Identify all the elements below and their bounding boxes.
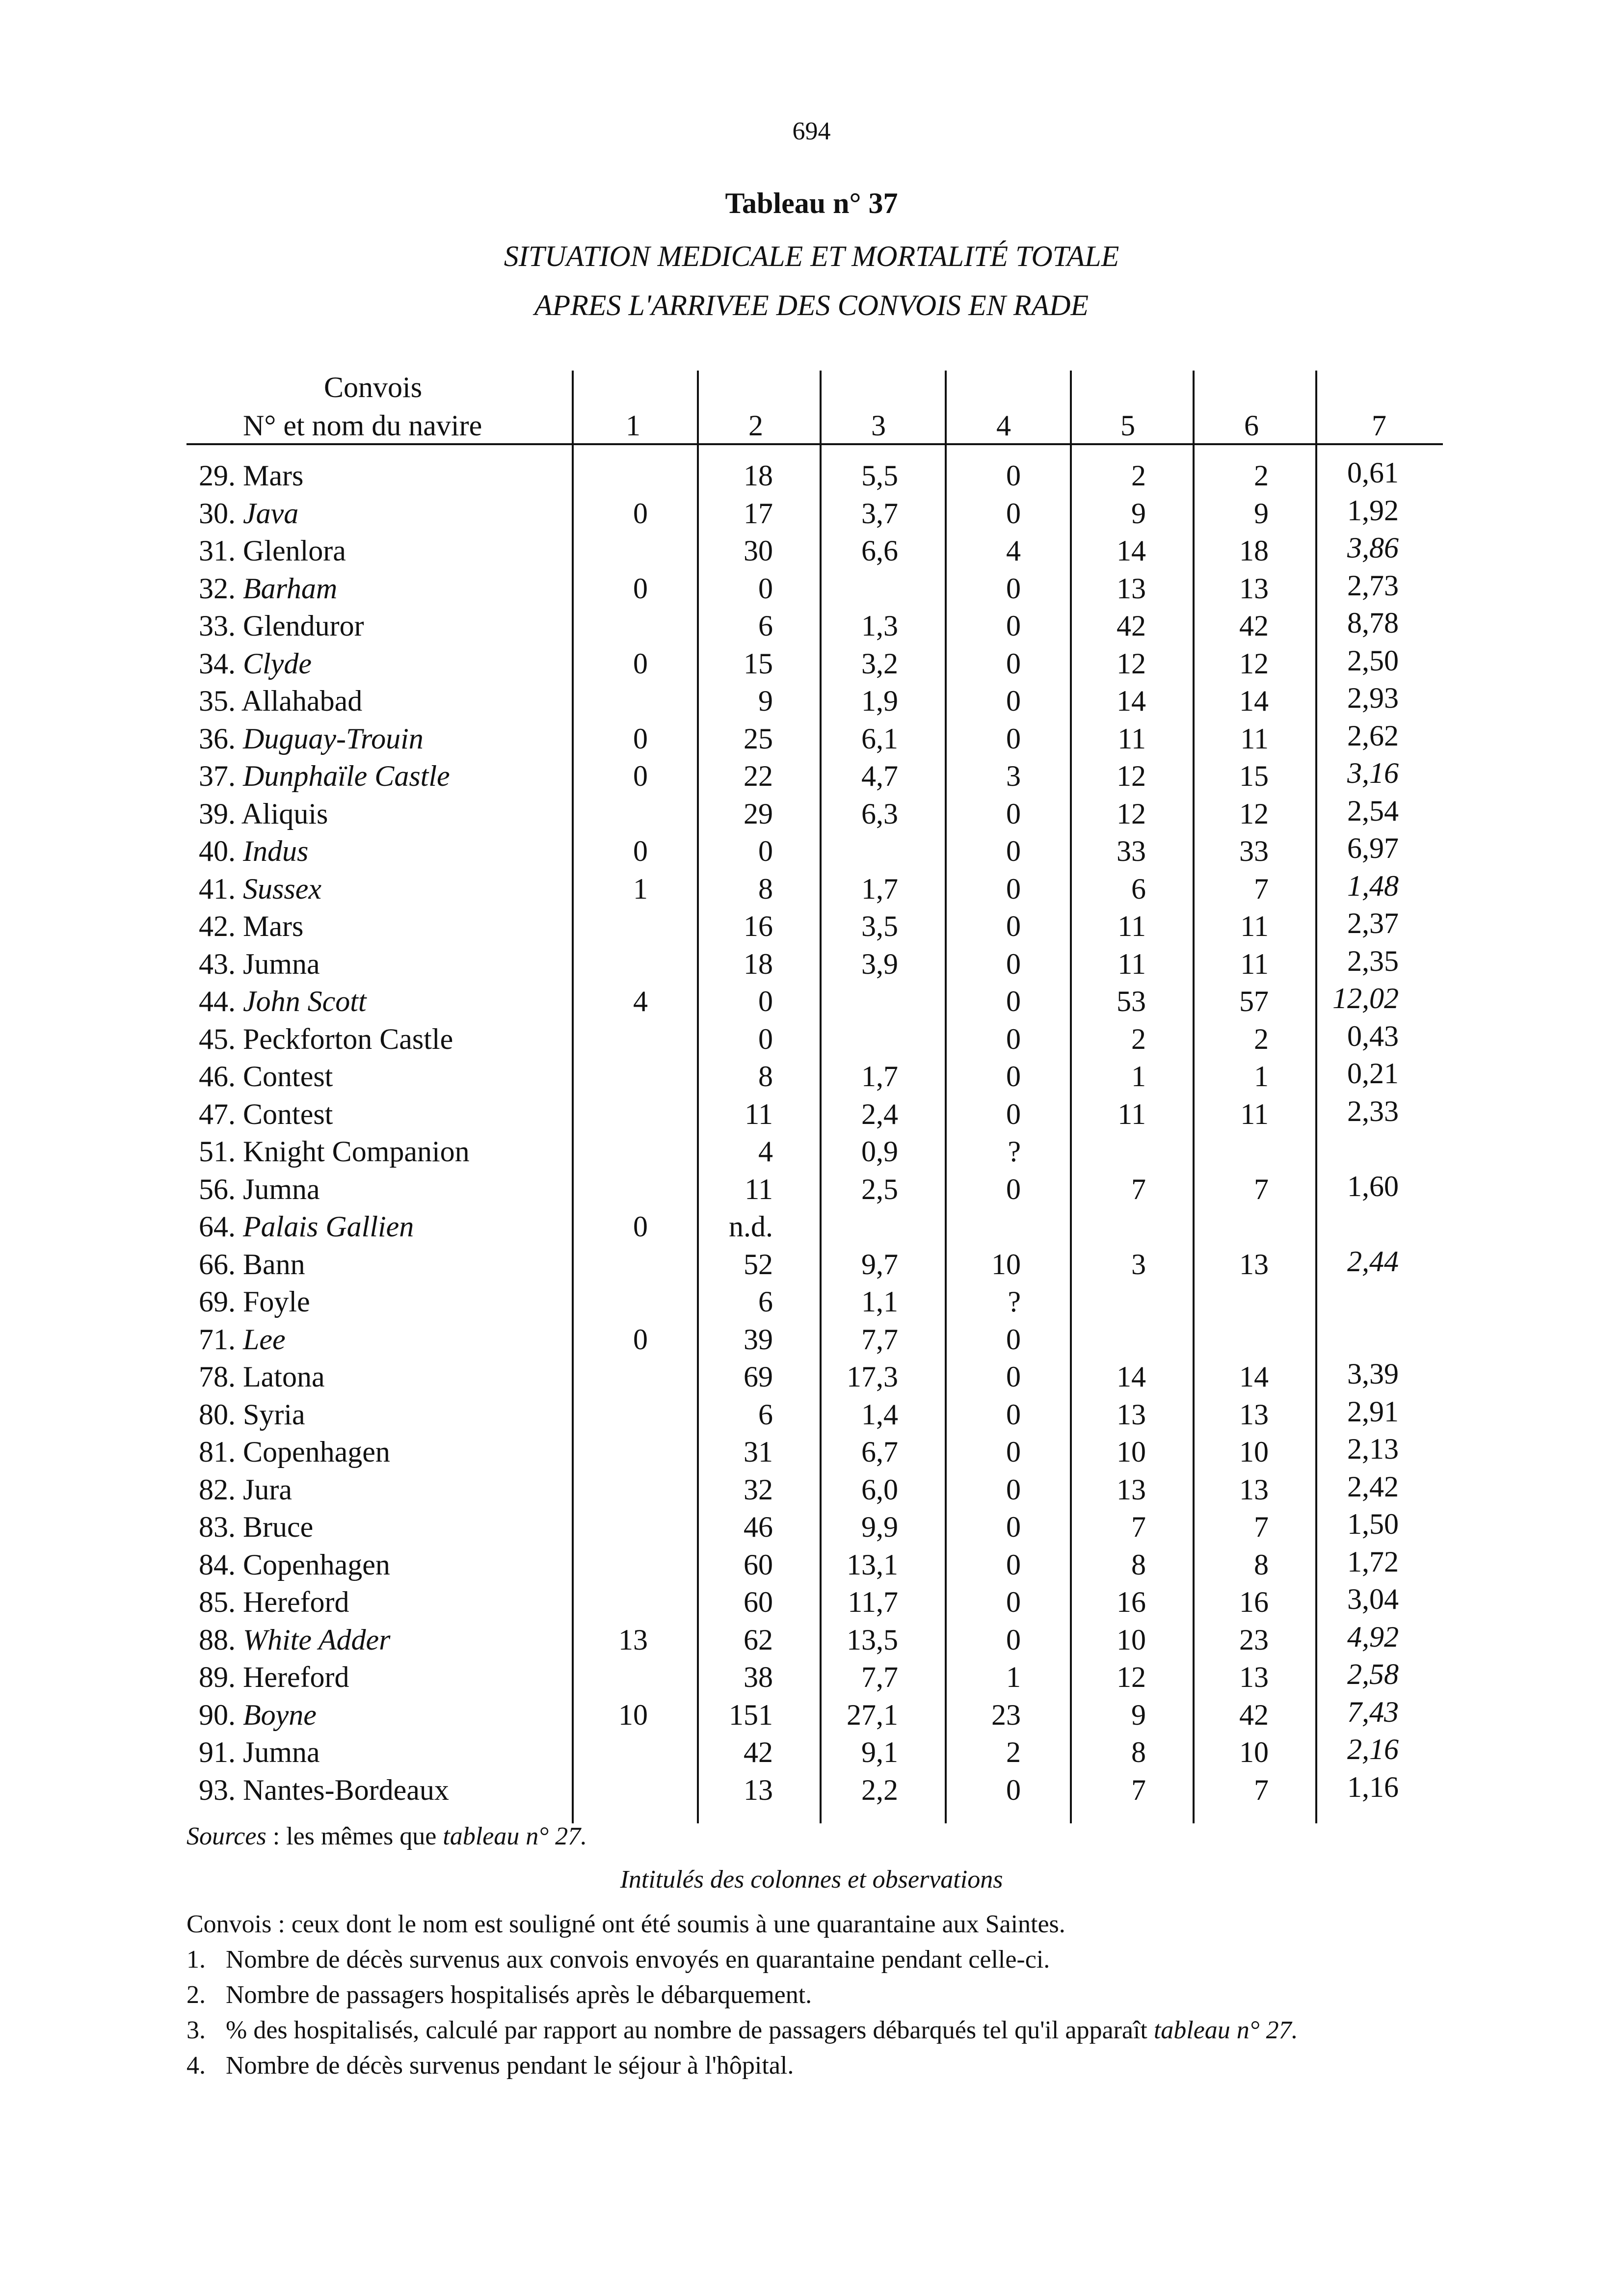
ship-name: 80. Syria <box>199 1398 305 1431</box>
table-cell-col-5: 11 <box>1117 910 1146 942</box>
table-cell-col-5: 11 <box>1117 947 1146 980</box>
table-cell-col-6: 7 <box>1254 1511 1269 1543</box>
table-title: Tableau n° 37 <box>725 187 898 219</box>
table-cell-col-7: 3,39 <box>1347 1358 1399 1390</box>
table-cell-col-2: 0 <box>758 835 773 867</box>
table-cell-col-6: 16 <box>1239 1586 1269 1618</box>
table-cell-col-7: 2,44 <box>1347 1245 1399 1278</box>
ship-name: 81. Copenhagen <box>199 1436 390 1468</box>
ship-name: 44. John Scott <box>199 985 367 1017</box>
note-number: 2. <box>186 1981 206 2009</box>
table-cell-col-1: 0 <box>633 1210 648 1243</box>
column-header-4: 4 <box>996 409 1011 442</box>
ship-name: 33. Glenduror <box>199 610 364 642</box>
table-cell-col-4: 0 <box>1006 797 1021 830</box>
table-cell-col-7: 2,50 <box>1347 644 1399 677</box>
table-cell-col-3: 6,0 <box>861 1473 898 1506</box>
table-cell-col-6: 12 <box>1239 647 1269 680</box>
ship-name: 46. Contest <box>199 1060 333 1093</box>
table-cell-col-6: 15 <box>1239 760 1269 792</box>
table-cell-col-7: 2,62 <box>1347 719 1399 752</box>
table-cell-col-4: 0 <box>1006 1022 1021 1055</box>
table-cell-col-6: 11 <box>1240 722 1269 755</box>
table-cell-col-7: 12,02 <box>1332 982 1399 1015</box>
table-cell-col-3: 11,7 <box>848 1586 898 1618</box>
table-cell-col-3: 7,7 <box>861 1661 898 1693</box>
table-cell-col-2: 32 <box>744 1473 773 1506</box>
table-cell-col-3: 7,7 <box>861 1323 898 1356</box>
notes-heading: Intitulés des colonnes et observations <box>620 1866 1003 1894</box>
table-cell-col-6: 13 <box>1239 1473 1269 1506</box>
table-cell-col-4: 1 <box>1006 1661 1021 1693</box>
ship-name: 66. Bann <box>199 1248 305 1281</box>
table-cell-col-4: 0 <box>1006 1436 1021 1468</box>
table-cell-col-7: 0,43 <box>1347 1019 1399 1052</box>
ship-name: 71. Lee <box>199 1323 286 1356</box>
ship-name: 39. Aliquis <box>199 797 328 830</box>
table-cell-col-5: 12 <box>1117 647 1146 680</box>
table-cell-col-7: 2,58 <box>1347 1658 1399 1690</box>
table-cell-col-7: 6,97 <box>1347 832 1399 864</box>
ship-name: 85. Hereford <box>199 1586 349 1618</box>
note-body: Nombre de passagers hospitalisés après le débarquement. <box>226 1981 812 2009</box>
ship-name: 51. Knight Companion <box>199 1135 470 1168</box>
table-cell-col-7: 1,16 <box>1347 1770 1399 1803</box>
table-cell-col-3: 27,1 <box>847 1698 898 1731</box>
table-cell-col-6: 7 <box>1254 872 1269 905</box>
table-cell-col-5: 11 <box>1117 722 1146 755</box>
table-cell-col-3: 6,7 <box>861 1436 898 1468</box>
table-cell-col-7: 1,48 <box>1347 869 1399 902</box>
table-cell-col-3: 1,7 <box>861 1060 898 1093</box>
table-cell-col-3: 0,9 <box>861 1135 898 1168</box>
table-cell-col-6: 18 <box>1239 534 1269 567</box>
note-body: % des hospitalisés, calculé par rapport au nombre de passagers débarqués tel qu'il apparaît <box>226 2016 1154 2044</box>
ship-name: 36. Duguay-Trouin <box>199 722 424 755</box>
table-cell-col-5: 2 <box>1131 459 1146 492</box>
table-cell-col-4: 0 <box>1006 1097 1021 1130</box>
table-cell-col-7: 2,13 <box>1347 1433 1399 1465</box>
table-cell-col-6: 8 <box>1254 1548 1269 1581</box>
table-cell-col-5: 1 <box>1131 1060 1146 1093</box>
table-cell-col-4: 0 <box>1006 685 1021 717</box>
table-cell-col-5: 2 <box>1131 1022 1146 1055</box>
table-cell-col-2: 0 <box>758 572 773 605</box>
header-ship-name: N° et nom du navire <box>243 409 482 442</box>
table-cell-col-4: 10 <box>991 1248 1021 1281</box>
data-table <box>186 371 1443 1823</box>
table-cell-col-7: 1,60 <box>1347 1170 1399 1202</box>
note-number: 4. <box>186 2052 206 2080</box>
ship-name: 32. Barham <box>199 572 338 605</box>
column-header-1: 1 <box>626 409 640 442</box>
table-cell-col-1: 0 <box>633 722 648 755</box>
table-cell-col-1: 13 <box>618 1623 648 1656</box>
table-cell-col-6: 2 <box>1254 459 1269 492</box>
table-cell-col-1: 10 <box>618 1698 648 1731</box>
ship-name: 43. Jumna <box>199 947 320 980</box>
table-cell-col-7: 2,91 <box>1347 1395 1399 1428</box>
column-header-5: 5 <box>1120 409 1135 442</box>
table-cell-col-4: 0 <box>1006 1173 1021 1205</box>
table-cell-col-5: 8 <box>1131 1548 1146 1581</box>
table-cell-col-3: 5,5 <box>861 459 898 492</box>
table-cell-col-6: 10 <box>1239 1436 1269 1468</box>
table-cell-col-2: n.d. <box>729 1210 773 1243</box>
ship-name: 34. Clyde <box>199 647 312 680</box>
table-cell-col-7: 2,33 <box>1347 1095 1399 1127</box>
table-cell-col-7: 3,04 <box>1347 1583 1399 1615</box>
table-cell-col-7: 1,92 <box>1347 494 1399 527</box>
table-cell-col-3: 6,1 <box>861 722 898 755</box>
table-cell-col-4: 0 <box>1006 1060 1021 1093</box>
table-cell-col-3: 4,7 <box>861 760 898 792</box>
table-cell-col-2: 69 <box>744 1361 773 1393</box>
table-cell-col-6: 1 <box>1254 1060 1269 1093</box>
table-cell-col-4: 0 <box>1006 835 1021 867</box>
ship-name: 84. Copenhagen <box>199 1548 390 1581</box>
table-cell-col-1: 0 <box>633 647 648 680</box>
note-item <box>186 2013 1443 2048</box>
table-cell-col-7: 4,92 <box>1347 1620 1399 1653</box>
table-cell-col-5: 13 <box>1117 1473 1146 1506</box>
ship-name: 35. Allahabad <box>199 685 363 717</box>
table-cell-col-2: 8 <box>758 1060 773 1093</box>
note-text <box>226 1977 1443 2013</box>
table-cell-col-4: ? <box>1008 1285 1021 1318</box>
table-cell-col-2: 0 <box>758 1022 773 1055</box>
table-cell-col-5: 14 <box>1117 534 1146 567</box>
table-cell-col-7: 2,35 <box>1347 944 1399 977</box>
table-cell-col-6: 11 <box>1240 910 1269 942</box>
table-cell-col-5: 12 <box>1117 1661 1146 1693</box>
table-cell-col-6: 11 <box>1240 947 1269 980</box>
table-cell-col-6: 14 <box>1239 685 1269 717</box>
table-cell-col-5: 11 <box>1117 1097 1146 1130</box>
note-item <box>186 2048 1443 2083</box>
table-cell-col-6: 9 <box>1254 497 1269 530</box>
column-header-2: 2 <box>748 409 763 442</box>
note-body: Nombre de décès survenus pendant le séjour à l'hôpital. <box>226 2052 794 2080</box>
header-convois: Convois <box>324 371 423 403</box>
table-cell-col-2: 11 <box>745 1173 773 1205</box>
table-cell-col-3: 1,1 <box>861 1285 898 1318</box>
ship-name: 45. Peckforton Castle <box>199 1022 453 1055</box>
note-text <box>226 2013 1443 2048</box>
table-cell-col-2: 29 <box>744 797 773 830</box>
subtitle-line-1: SITUATION MEDICALE ET MORTALITÉ TOTALE <box>504 240 1119 272</box>
table-cell-col-3: 1,4 <box>861 1398 898 1431</box>
note-item <box>186 1942 1443 1977</box>
table-cell-col-7: 2,42 <box>1347 1470 1399 1503</box>
note-item <box>186 1977 1443 2013</box>
table-cell-col-3: 6,6 <box>861 534 898 567</box>
table-cell-col-3: 3,9 <box>861 947 898 980</box>
table-cell-col-4: 0 <box>1006 1323 1021 1356</box>
table-cell-col-2: 0 <box>758 985 773 1017</box>
table-cell-col-2: 30 <box>744 534 773 567</box>
ship-name: 89. Hereford <box>199 1661 349 1693</box>
table-cell-col-2: 9 <box>758 685 773 717</box>
table-cell-col-2: 31 <box>744 1436 773 1468</box>
table-cell-col-4: 0 <box>1006 1548 1021 1581</box>
note-number: 3. <box>186 2016 206 2044</box>
ship-name: 41. Sussex <box>199 872 321 905</box>
subtitle-line-2: APRES L'ARRIVEE DES CONVOIS EN RADE <box>534 289 1089 321</box>
table-cell-col-4: 0 <box>1006 985 1021 1017</box>
note-text <box>226 2048 1443 2083</box>
table-cell-col-4: 0 <box>1006 1586 1021 1618</box>
table-cell-col-5: 7 <box>1131 1773 1146 1806</box>
table-cell-col-2: 60 <box>744 1586 773 1618</box>
table-cell-col-5: 9 <box>1131 1698 1146 1731</box>
table-cell-col-3: 1,7 <box>861 872 898 905</box>
table-cell-col-5: 3 <box>1131 1248 1146 1281</box>
ship-name: 40. Indus <box>199 835 309 867</box>
table-cell-col-3: 2,2 <box>861 1773 898 1806</box>
table-cell-col-3: 17,3 <box>847 1361 898 1393</box>
ship-name: 88. White Adder <box>199 1623 391 1656</box>
table-cell-col-6: 11 <box>1240 1097 1269 1130</box>
table-cell-col-6: 13 <box>1239 572 1269 605</box>
table-cell-col-3: 3,7 <box>861 497 898 530</box>
ship-name: 42. Mars <box>199 910 304 942</box>
table-cell-col-5: 14 <box>1117 1361 1146 1393</box>
table-cell-col-4: 0 <box>1006 910 1021 942</box>
table-cell-col-3: 6,3 <box>861 797 898 830</box>
table-cell-col-4: 3 <box>1006 760 1021 792</box>
table-cell-col-2: 46 <box>744 1511 773 1543</box>
table-cell-col-4: 2 <box>1006 1736 1021 1768</box>
notes-intro: Convois : ceux dont le nom est souligné ont été soumis à une quarantaine aux Saintes. <box>186 1910 1065 1938</box>
ship-name: 64. Palais Gallien <box>199 1210 414 1243</box>
table-cell-col-1: 0 <box>633 835 648 867</box>
table-cell-col-7: 2,54 <box>1347 794 1399 827</box>
table-cell-col-5: 13 <box>1117 1398 1146 1431</box>
table-cell-col-7: 7,43 <box>1347 1695 1399 1728</box>
table-cell-col-2: 18 <box>744 459 773 492</box>
table-cell-col-3: 13,1 <box>847 1548 898 1581</box>
table-cell-col-2: 18 <box>744 947 773 980</box>
sources-line <box>186 1822 587 1851</box>
table-cell-col-4: 0 <box>1006 1473 1021 1506</box>
table-cell-col-2: 38 <box>744 1661 773 1693</box>
table-cell-col-7: 2,93 <box>1347 682 1399 714</box>
table-cell-col-4: 4 <box>1006 534 1021 567</box>
table-cell-col-1: 0 <box>633 760 648 792</box>
table-cell-col-5: 8 <box>1131 1736 1146 1768</box>
table-cell-col-2: 6 <box>758 1398 773 1431</box>
table-cell-col-6: 57 <box>1239 985 1269 1017</box>
table-cell-col-6: 42 <box>1239 610 1269 642</box>
ship-name: 31. Glenlora <box>199 534 346 567</box>
table-cell-col-3: 13,5 <box>847 1623 898 1656</box>
table-cell-col-4: 0 <box>1006 722 1021 755</box>
note-body: Nombre de décès survenus aux convois envoyés en quarantaine pendant celle-ci. <box>226 1946 1050 1974</box>
table-cell-col-2: 6 <box>758 610 773 642</box>
table-cell-col-6: 13 <box>1239 1398 1269 1431</box>
table-cell-col-6: 7 <box>1254 1773 1269 1806</box>
table-cell-col-7: 1,50 <box>1347 1508 1399 1540</box>
table-cell-col-4: 0 <box>1006 647 1021 680</box>
note-reference: tableau n° 27. <box>1153 2016 1298 2044</box>
table-cell-col-5: 6 <box>1131 872 1146 905</box>
table-cell-col-5: 9 <box>1131 497 1146 530</box>
table-cell-col-3: 2,5 <box>861 1173 898 1205</box>
table-cell-col-4: 0 <box>1006 497 1021 530</box>
table-cell-col-4: 0 <box>1006 1623 1021 1656</box>
table-cell-col-3: 1,9 <box>861 685 898 717</box>
table-cell-col-6: 23 <box>1239 1623 1269 1656</box>
table-cell-col-6: 13 <box>1239 1248 1269 1281</box>
table-cell-col-4: 0 <box>1006 872 1021 905</box>
header-rule <box>186 443 1443 445</box>
ship-name: 47. Contest <box>199 1097 333 1130</box>
table-cell-col-5: 13 <box>1117 572 1146 605</box>
ship-name: 78. Latona <box>199 1361 325 1393</box>
table-cell-col-4: 0 <box>1006 459 1021 492</box>
table-cell-col-7: 0,61 <box>1347 456 1399 489</box>
table-cell-col-2: 25 <box>744 722 773 755</box>
table-cell-col-1: 1 <box>633 872 648 905</box>
table-cell-col-3: 9,9 <box>861 1511 898 1543</box>
table-cell-col-3: 3,2 <box>861 647 898 680</box>
table-cell-col-1: 0 <box>633 497 648 530</box>
table-cell-col-2: 151 <box>729 1698 773 1731</box>
table-cell-col-4: 0 <box>1006 1361 1021 1393</box>
table-cell-col-3: 2,4 <box>861 1097 898 1130</box>
table-cell-col-3: 1,3 <box>861 610 898 642</box>
table-cell-col-2: 4 <box>758 1135 773 1168</box>
table-cell-col-1: 0 <box>633 572 648 605</box>
ship-name: 30. Java <box>199 497 299 530</box>
table-cell-col-5: 14 <box>1117 685 1146 717</box>
table-cell-col-2: 62 <box>744 1623 773 1656</box>
ship-name: 82. Jura <box>199 1473 292 1506</box>
table-cell-col-2: 17 <box>744 497 773 530</box>
ship-name: 37. Dunphaïle Castle <box>199 760 450 792</box>
table-cell-col-6: 7 <box>1254 1173 1269 1205</box>
table-cell-col-2: 16 <box>744 910 773 942</box>
table-cell-col-2: 6 <box>758 1285 773 1318</box>
table-cell-col-4: 0 <box>1006 1511 1021 1543</box>
table-cell-col-5: 53 <box>1117 985 1146 1017</box>
table-cell-col-4: ? <box>1008 1135 1021 1168</box>
table-cell-col-4: 0 <box>1006 947 1021 980</box>
table-cell-col-2: 13 <box>744 1773 773 1806</box>
ship-name: 83. Bruce <box>199 1511 314 1543</box>
table-cell-col-4: 0 <box>1006 572 1021 605</box>
sources-label: Sources <box>186 1822 266 1850</box>
table-cell-col-7: 2,37 <box>1347 907 1399 939</box>
ship-name: 29. Mars <box>199 459 304 492</box>
table-cell-col-6: 12 <box>1239 797 1269 830</box>
table-cell-col-7: 8,78 <box>1347 607 1399 639</box>
table-cell-col-2: 8 <box>758 872 773 905</box>
table-cell-col-5: 10 <box>1117 1436 1146 1468</box>
table-cell-col-4: 23 <box>991 1698 1021 1731</box>
table-cell-col-6: 10 <box>1239 1736 1269 1768</box>
table-cell-col-7: 0,21 <box>1347 1057 1399 1090</box>
notes <box>186 1907 1443 2083</box>
sources-text: : les mêmes que <box>266 1822 443 1850</box>
table-cell-col-3: 9,1 <box>861 1736 898 1768</box>
table-cell-col-5: 7 <box>1131 1511 1146 1543</box>
table-cell-col-7: 3,86 <box>1347 532 1399 564</box>
ship-name: 90. Boyne <box>199 1698 317 1731</box>
table-cell-col-4: 0 <box>1006 1398 1021 1431</box>
column-header-3: 3 <box>871 409 886 442</box>
table-cell-col-4: 0 <box>1006 1773 1021 1806</box>
table-cell-col-7: 2,73 <box>1347 569 1399 602</box>
table-cell-col-5: 7 <box>1131 1173 1146 1205</box>
table-cell-col-6: 42 <box>1239 1698 1269 1731</box>
table-cell-col-5: 16 <box>1117 1586 1146 1618</box>
table-cell-col-6: 13 <box>1239 1661 1269 1693</box>
table-cell-col-2: 15 <box>744 647 773 680</box>
table-cell-col-6: 14 <box>1239 1361 1269 1393</box>
column-header-7: 7 <box>1372 409 1386 442</box>
table-cell-col-5: 12 <box>1117 797 1146 830</box>
table-cell-col-3: 3,5 <box>861 910 898 942</box>
table-cell-col-5: 33 <box>1117 835 1146 867</box>
table-cell-col-6: 2 <box>1254 1022 1269 1055</box>
table-cell-col-5: 10 <box>1117 1623 1146 1656</box>
note-number: 1. <box>186 1946 206 1974</box>
table-cell-col-5: 12 <box>1117 760 1146 792</box>
sources-reference: tableau n° 27. <box>443 1822 587 1850</box>
column-header-6: 6 <box>1244 409 1259 442</box>
table-cell-col-7: 3,16 <box>1347 757 1399 789</box>
table-cell-col-2: 52 <box>744 1248 773 1281</box>
table-cell-col-1: 0 <box>633 1323 648 1356</box>
table-cell-col-2: 11 <box>745 1097 773 1130</box>
table-cell-col-2: 22 <box>744 760 773 792</box>
table-cell-col-1: 4 <box>633 985 648 1017</box>
ship-name: 56. Jumna <box>199 1173 320 1205</box>
table-cell-col-4: 0 <box>1006 610 1021 642</box>
ship-name: 91. Jumna <box>199 1736 320 1768</box>
ship-name: 69. Foyle <box>199 1285 310 1318</box>
table-cell-col-7: 1,72 <box>1347 1545 1399 1578</box>
ship-name: 93. Nantes-Bordeaux <box>199 1773 449 1806</box>
table-cell-col-2: 42 <box>744 1736 773 1768</box>
table-cell-col-3: 9,7 <box>861 1248 898 1281</box>
table-cell-col-7: 2,16 <box>1347 1733 1399 1765</box>
table-cell-col-2: 60 <box>744 1548 773 1581</box>
note-text <box>226 1942 1443 1977</box>
table-cell-col-6: 33 <box>1239 835 1269 867</box>
table-cell-col-2: 39 <box>744 1323 773 1356</box>
table-cell-col-5: 42 <box>1117 610 1146 642</box>
page-number: 694 <box>792 117 831 145</box>
